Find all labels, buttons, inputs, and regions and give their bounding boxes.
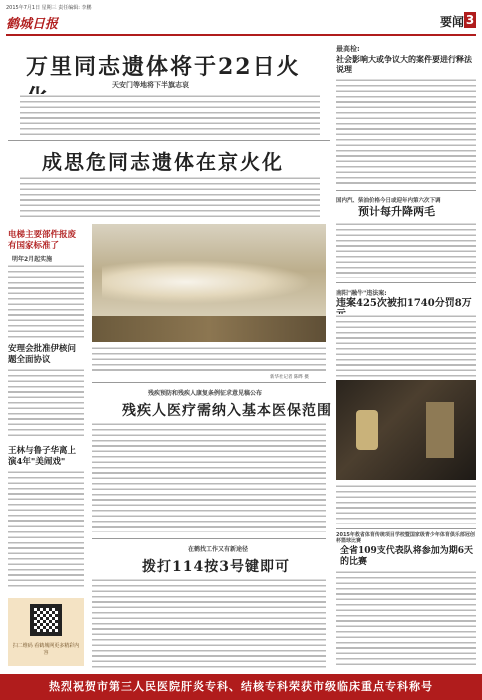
masthead-logo: 鹤城日报 bbox=[6, 17, 59, 32]
second-headline: 成思危同志遗体在京火化 bbox=[42, 150, 284, 174]
masthead bbox=[6, 13, 146, 35]
second-body bbox=[20, 176, 320, 220]
left-story3-body bbox=[8, 470, 84, 590]
divider bbox=[92, 382, 326, 383]
right-story1-title: 社会影响大或争议大的案件要进行释法说理 bbox=[336, 54, 472, 74]
divider bbox=[92, 538, 326, 539]
right-story3-title: 违案425次被扣1740分罚8万 bbox=[336, 298, 472, 309]
right-story4-title: 全省109支代表队将参加为期6天的比赛 bbox=[340, 546, 474, 567]
page-number: 3 bbox=[465, 13, 475, 27]
lead-body bbox=[20, 94, 320, 136]
divider bbox=[8, 140, 330, 141]
qr-ad[interactable] bbox=[8, 598, 84, 666]
center-story1-kicker: 残疾预防和残疾人康复条例征求意见稿公布 bbox=[148, 390, 263, 397]
center-story1-title: 残疾人医疗需纳入基本医保范围 bbox=[122, 403, 332, 419]
lead-subheadline: 天安门等地将下半旗志哀 bbox=[112, 81, 189, 89]
center-story2-body bbox=[92, 578, 326, 668]
qr-code-icon bbox=[30, 604, 62, 636]
header-rule bbox=[6, 34, 476, 36]
left-story1-body bbox=[8, 264, 84, 340]
right-photo-caption bbox=[336, 484, 476, 524]
right-story3-kicker: 南阳"融牛"违法案: bbox=[336, 290, 387, 297]
footer-banner: 热烈祝贺市第三人民医院肝炎专科、结核专科荣获市级临床重点专科称号 bbox=[0, 674, 482, 700]
right-story1-kicker: 最高检: bbox=[336, 45, 360, 53]
lead-headline: 万里同志遗体将于22日火 bbox=[26, 54, 301, 80]
right-story1-body bbox=[336, 78, 476, 186]
right-story2-kicker: 国内汽、柴油价格今日或迎年内第六次下调 bbox=[336, 198, 441, 204]
divider bbox=[336, 282, 476, 283]
center-story2-kicker: 在鹤找工作又有新途径 bbox=[188, 546, 249, 553]
right-story4-body bbox=[336, 570, 476, 668]
right-story2-title: 预计每升降两毛 bbox=[358, 205, 435, 218]
section-label: 要闻 bbox=[439, 15, 464, 29]
left-story3-title: 王林与鲁子华离上演4年"美闹戏" bbox=[8, 446, 77, 467]
right-story3-body bbox=[336, 314, 476, 378]
date-line: 2015年7月1日 星期三 责任编辑: 李鹏 bbox=[6, 5, 92, 11]
left-story2-body bbox=[8, 368, 84, 440]
left-story1-title: 电梯主要部件报废有国家标准了 bbox=[8, 230, 77, 251]
center-story1-body bbox=[92, 422, 326, 532]
photo-credit: 新华社记者 陈晔 摄 bbox=[270, 375, 309, 380]
photo-caption-body bbox=[92, 346, 326, 372]
left-story1-sub: 明年2月起实施 bbox=[12, 256, 53, 263]
qr-ad-text: 扫二维码 看鹤城网更多精彩内容 bbox=[12, 643, 80, 656]
right-story2-body bbox=[336, 222, 476, 278]
center-story2-title: 拨打114按3号键即可 bbox=[142, 559, 290, 575]
divider bbox=[336, 528, 476, 529]
photo-exhibit bbox=[336, 380, 476, 480]
photo-wave-scene bbox=[92, 224, 326, 342]
divider bbox=[336, 190, 476, 191]
left-story2-title: 安理会批准伊核问题全面协议 bbox=[8, 344, 77, 365]
right-story4-kicker: 2015年救省体育传统项目学校暨国家级青少年体育俱乐部冠创杯篮球比赛 bbox=[336, 532, 475, 544]
